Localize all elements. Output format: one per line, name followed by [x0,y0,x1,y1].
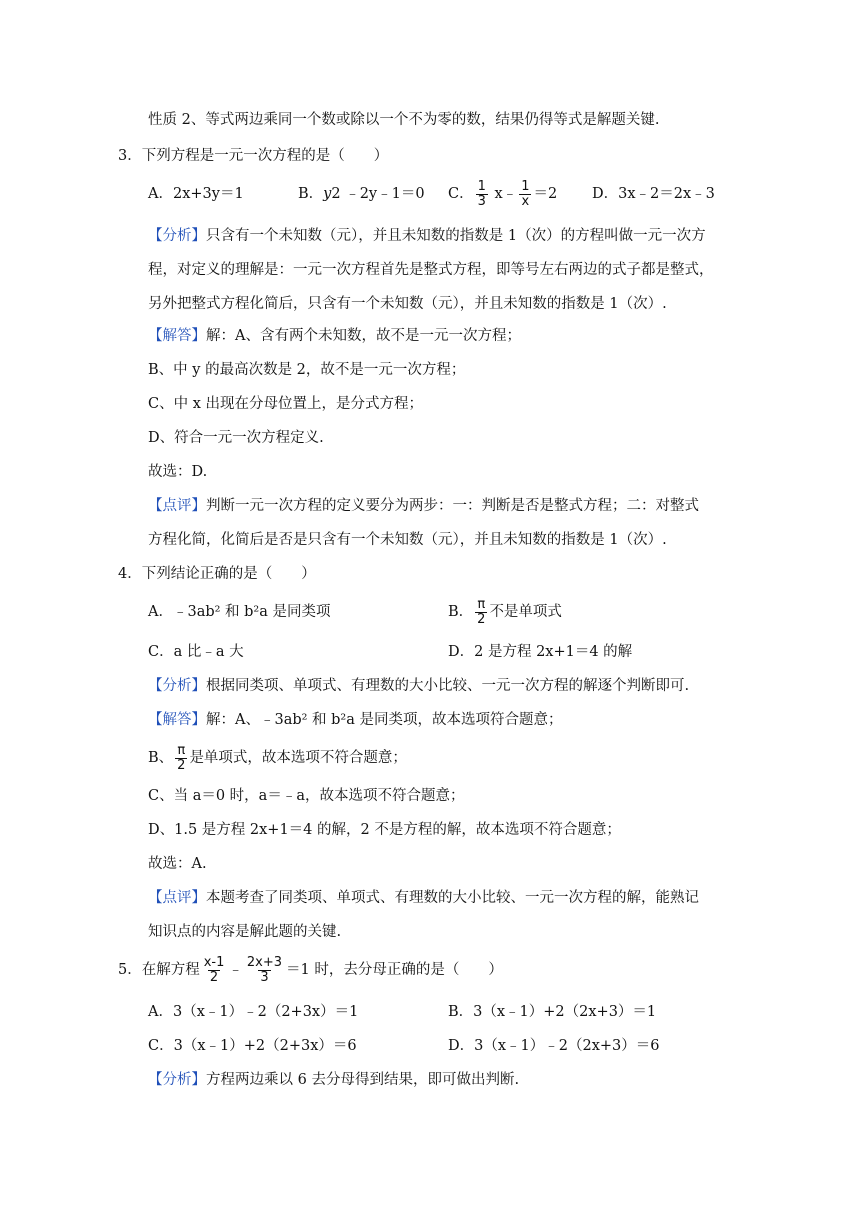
q3-answer-line-3: C、中 x 出现在分母位置上，是分式方程； [148,396,423,412]
analysis-tag: 【分析】 [148,228,206,244]
q5-stem [118,952,503,988]
q3-stem: 3．下列方程是一元一次方程的是（ ） [118,148,389,164]
q4-answer-frac-den: 2 [177,757,186,773]
q4-comment-line-1 [148,888,699,908]
q3-analysis-line-3: 另外把整式方程化简后，只含有一个未知数（元），并且未知数的指数是 1（次）. [148,296,667,312]
q5-stem-rest: ＝1 时，去分母正确的是（ ） [286,962,503,978]
q3-analysis-line-2: 程，对定义的理解是：一元一次方程首先是整式方程，即等号左右两边的式子都是整式， [148,262,714,278]
q4-answer-text-1: 解：A、﹣3ab² 和 b²a 是同类项，故本选项符合题意； [206,712,563,728]
answer-tag: 【解答】 [148,328,206,344]
q5-option-b: B．3（x﹣1）+2（2x+3）＝1 [448,1004,657,1020]
analysis-tag: 【分析】 [148,678,206,694]
q4-stem: 4．下列结论正确的是（ ） [118,566,316,582]
q3-option-b: B．y2 ﹣2y﹣1＝0 [298,186,425,202]
q4-answer-frac [175,744,187,773]
q4-option-d: D．2 是方程 2x+1＝4 的解 [448,644,633,660]
q4-answer-2-rest: 是单项式，故本选项不符合题意； [189,750,407,766]
q4-frac-num: π [477,596,486,612]
prev-solution-line: 性质 2、等式两边乘同一个数或除以一个不为零的数，结果仍得等式是解题关键. [148,112,660,128]
q4-answer-line-4: D、1.5 是方程 2x+1＝4 的解，2 不是方程的解，故本选项不符合题意； [148,822,621,838]
q4-answer-frac-num: π [177,742,186,758]
q3-frac1-den: 3 [477,193,486,209]
q3-analysis-line-1 [148,226,706,246]
q3-option-b-rest: 2 ﹣2y﹣1＝0 [331,186,425,202]
q3-option-d: D．3x﹣2＝2x﹣3 [592,186,715,202]
q5-stem-minus: ﹣ [228,962,243,978]
analysis-tag: 【分析】 [148,1072,206,1088]
q4-option-b-frac [475,598,487,627]
q5-option-d: D．3（x﹣1）﹣2（2x+3）＝6 [448,1038,660,1054]
q4-answer-line-2 [148,740,407,776]
q5-frac1-den: 2 [209,969,219,985]
q5-stem-prefix: 5．在解方程 [118,962,200,978]
q3-comment-text-1: 判断一元一次方程的定义要分为两步：一：判断是否是整式方程；二：对整式 [206,498,699,514]
q3-option-c-mid: x﹣ [489,186,518,202]
q5-option-a: A．3（x﹣1）﹣2（2+3x）＝1 [148,1004,359,1020]
q5-frac2-den: 3 [260,969,269,985]
q3-option-c-end: ＝2 [533,186,558,202]
q4-analysis-line-1 [148,676,689,696]
q3-frac2-num: 1 [521,178,530,194]
comment-tag: 【点评】 [148,890,206,906]
q5-option-c: C．3（x﹣1）+2（2+3x）＝6 [148,1038,357,1054]
q4-option-b [448,594,562,630]
q3-option-c-prefix: C． [448,186,474,202]
q4-option-b-rest: 不是单项式 [489,604,562,620]
q3-answer-line-1 [148,326,521,346]
q3-answer-line-5: 故选：D. [148,464,208,480]
q3-comment-line-1 [148,496,699,516]
q4-frac-den: 2 [477,611,486,627]
q3-analysis-text-1: 只含有一个未知数（元），并且未知数的指数是 1（次）的方程叫做一元一次方 [206,228,706,244]
q3-option-c [448,176,557,212]
q4-analysis-text-1: 根据同类项、单项式、有理数的大小比较、一元一次方程的解逐个判断即可. [206,678,690,694]
q4-answer-line-1 [148,710,563,730]
answer-tag: 【解答】 [148,712,206,728]
q5-frac1-num: x-1 [203,954,225,970]
q4-option-c: C．a 比﹣a 大 [148,644,244,660]
q4-answer-2-prefix: B、 [148,750,174,766]
q5-analysis-text-1: 方程两边乘以 6 去分母得到结果，即可做出判断. [206,1072,520,1088]
q5-analysis-line-1 [148,1070,519,1090]
q4-comment-line-2: 知识点的内容是解此题的关键. [148,924,342,940]
q5-stem-frac1 [202,956,227,985]
q3-option-b-prefix: B． [298,186,324,202]
q3-option-c-frac2 [519,180,531,209]
q4-option-a: A．﹣3ab² 和 b²a 是同类项 [148,604,331,620]
q5-frac2-num: 2x+3 [246,954,283,970]
q4-answer-line-3: C、当 a＝0 时，a＝﹣a，故本选项不符合题意； [148,788,465,804]
q3-answer-text-1: 解：A、含有两个未知数，故不是一元一次方程； [206,328,521,344]
q4-comment-text-1: 本题考查了同类项、单项式、有理数的大小比较、一元一次方程的解，能熟记 [206,890,699,906]
q5-stem-frac2 [245,956,284,985]
q3-frac2-den: x [521,193,530,209]
q3-comment-line-2: 方程化简，化简后是否是只含有一个未知数（元），并且未知数的指数是 1（次）. [148,532,667,548]
q3-answer-line-4: D、符合一元一次方程定义. [148,430,324,446]
q3-frac1-num: 1 [477,178,486,194]
q3-option-a: A．2x+3y＝1 [148,186,244,202]
q4-option-b-prefix: B． [448,604,474,620]
q3-answer-line-2: B、中 y 的最高次数是 2，故不是一元一次方程； [148,362,466,378]
comment-tag: 【点评】 [148,498,206,514]
q3-option-c-frac1 [476,180,488,209]
q4-answer-line-5: 故选：A. [148,856,207,872]
